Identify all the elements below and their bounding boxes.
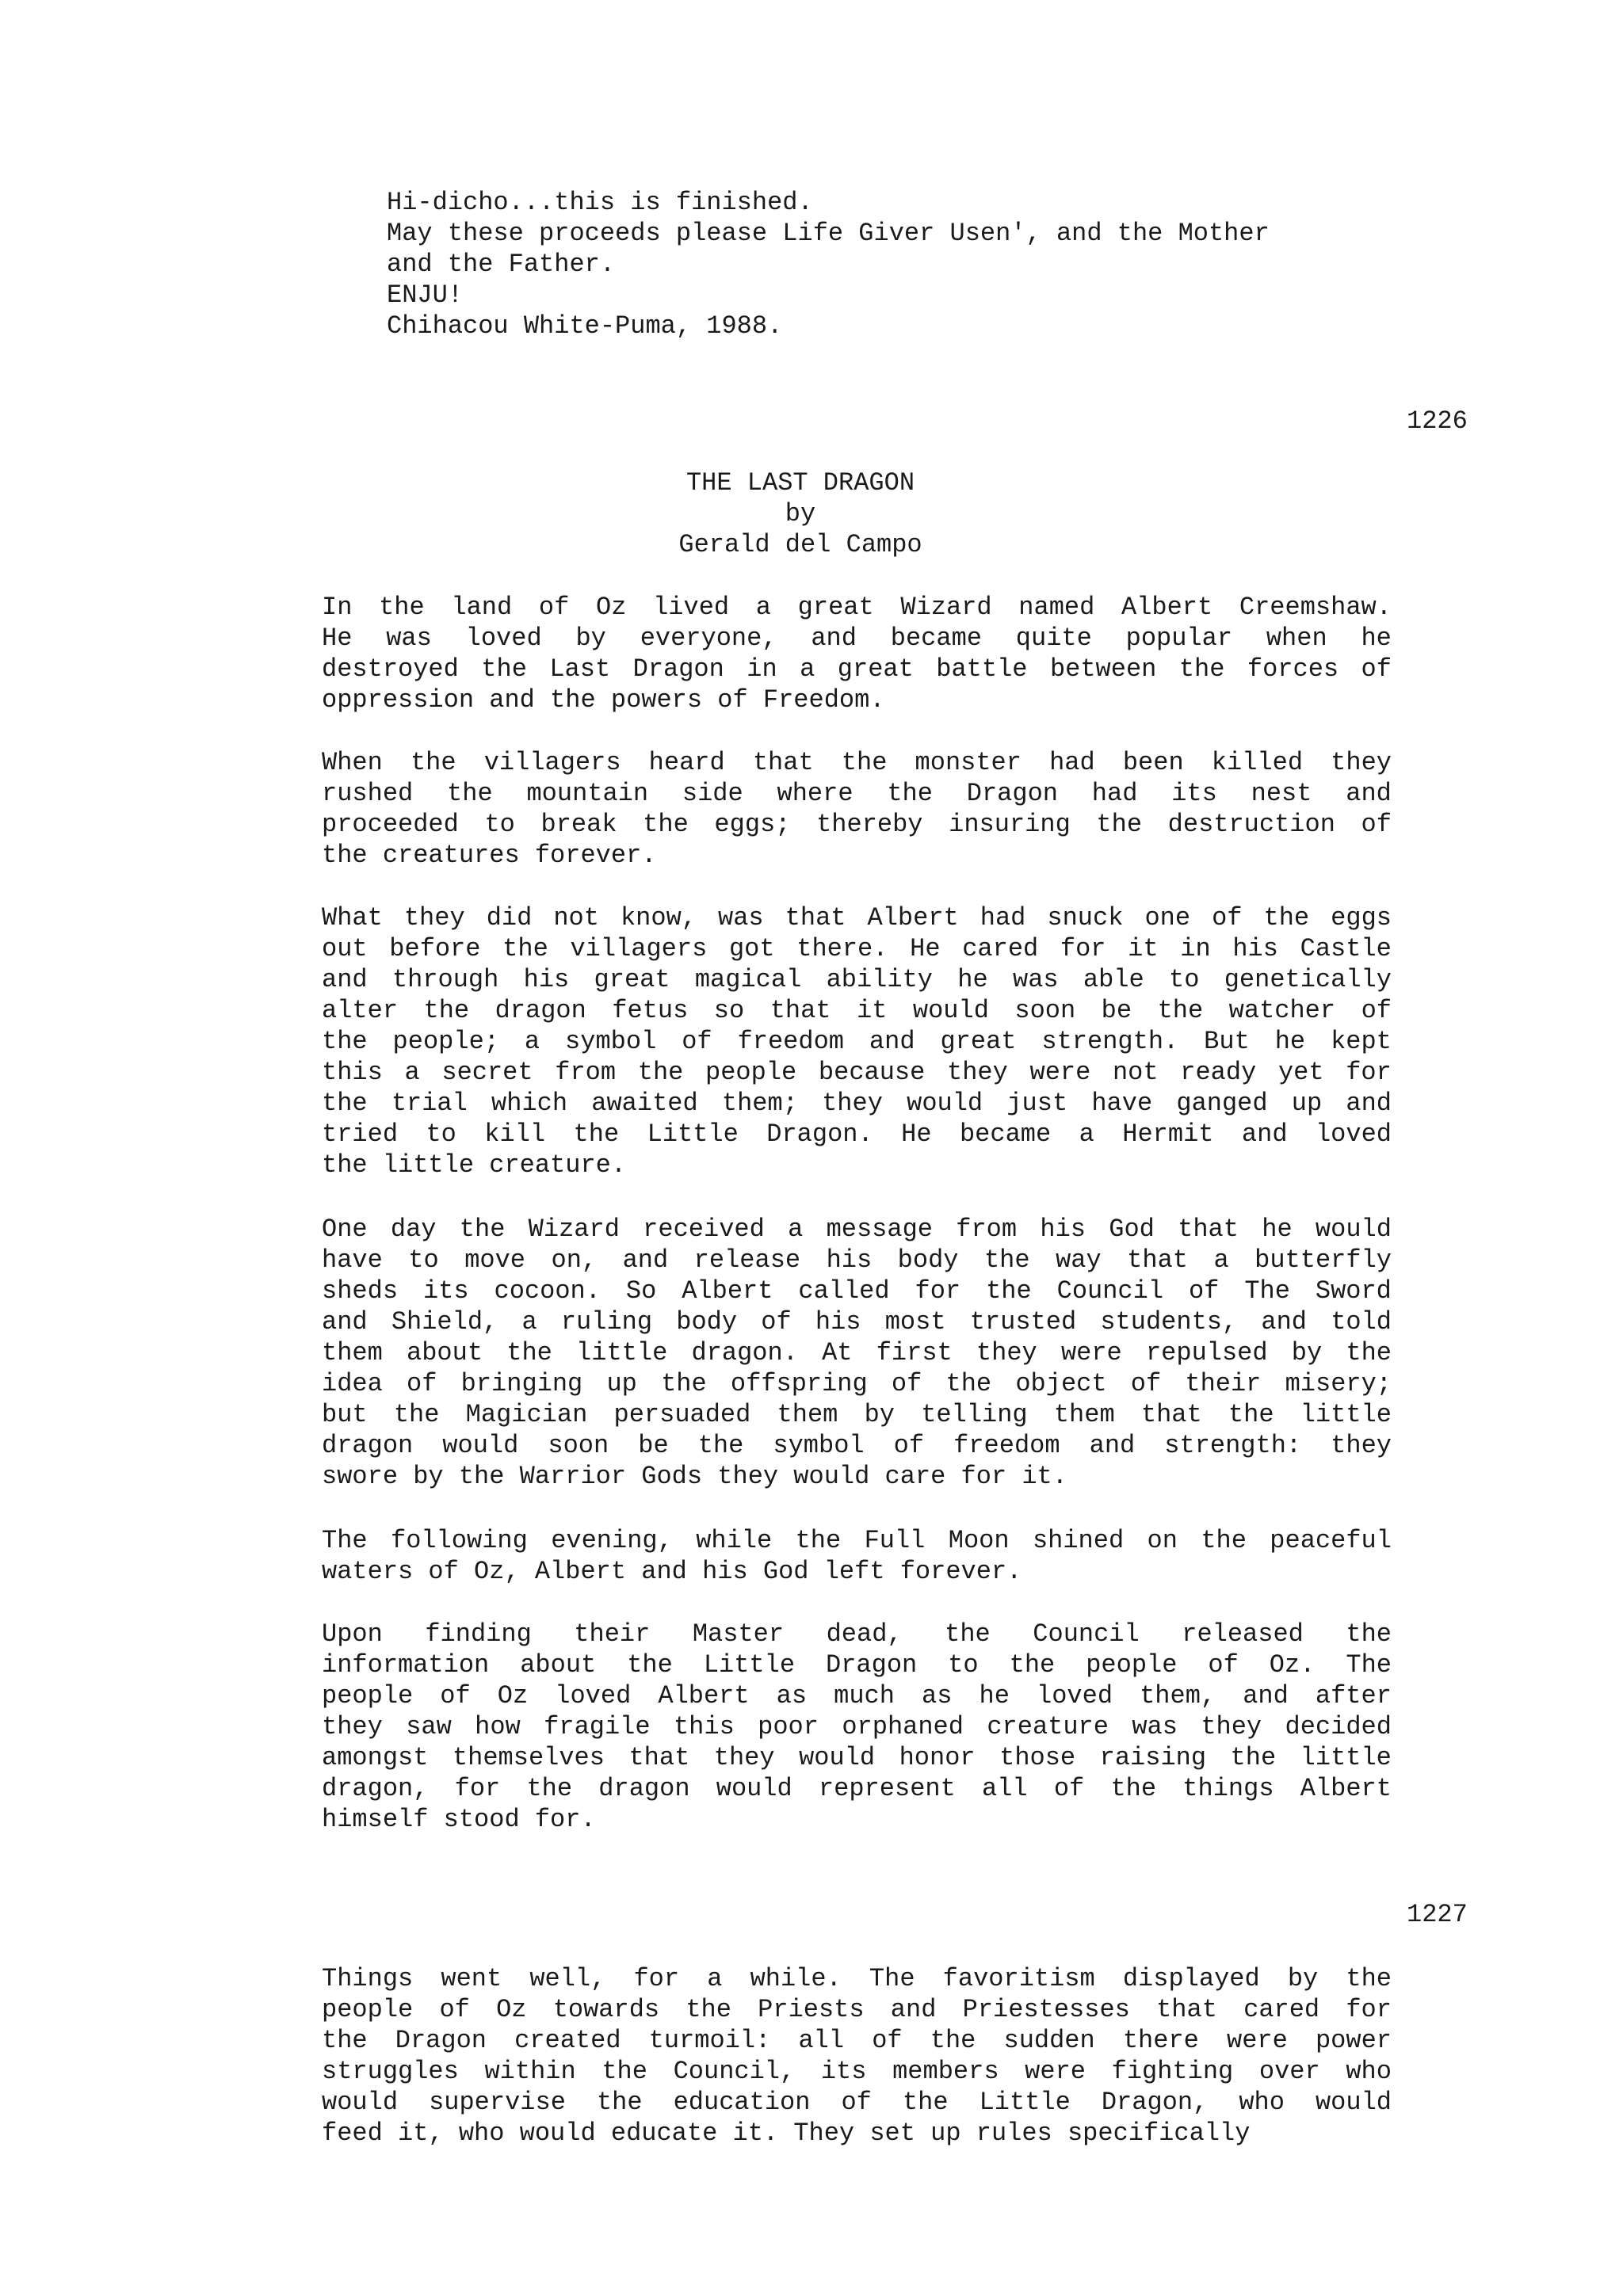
preface-line: Chihacou White-Puma, 1988.: [387, 311, 783, 341]
paragraph: [322, 1214, 1392, 1492]
paragraph-line: the people; a symbol of freedom and great strength. But he kept: [322, 1027, 1392, 1056]
paragraph-line: they saw how fragile this poor orphaned creature was they decided: [322, 1712, 1392, 1741]
paragraph-line: people of Oz loved Albert as much as he loved them, and after: [322, 1681, 1392, 1711]
paragraph-line: sheds its cocoon. So Albert called for the Council of The Sword: [322, 1276, 1392, 1306]
story-author: Gerald del Campo: [678, 530, 922, 559]
paragraph-line: dragon, for the dragon would represent all of the things Albert: [322, 1774, 1392, 1803]
preface: [387, 187, 1270, 341]
paragraph-line: waters of Oz, Albert and his God left forever.: [322, 1557, 1022, 1586]
paragraph-line: out before the villagers got there. He cared for it in his Castle: [322, 934, 1392, 963]
paragraph: [322, 747, 1392, 871]
paragraph-line: people of Oz towards the Priests and Priestesses that cared for: [322, 1995, 1392, 2024]
paragraph-line: proceeded to break the eggs; thereby insuring the destruction of: [322, 810, 1392, 839]
paragraph-line: himself stood for.: [322, 1805, 596, 1834]
paragraph-line: oppression and the powers of Freedom.: [322, 685, 885, 715]
paragraph-line: The following evening, while the Full Moon shined on the peaceful: [322, 1526, 1392, 1555]
story-by: by: [785, 499, 816, 528]
paragraph-line: He was loved by everyone, and became quite popular when he: [322, 624, 1392, 653]
paragraph-line: and through his great magical ability he was able to genetically: [322, 965, 1392, 994]
paragraph-line: What they did not know, was that Albert had snuck one of the eggs: [322, 903, 1392, 933]
preface-line: May these proceeds please Life Giver Usen', and the Mother: [387, 219, 1270, 248]
page-number: 1227: [1407, 1900, 1468, 1929]
paragraph: [322, 1963, 1392, 2149]
paragraph-line: tried to kill the Little Dragon. He became a Hermit and loved: [322, 1119, 1392, 1149]
paragraph-line: alter the dragon fetus so that it would soon be the watcher of: [322, 996, 1392, 1025]
paragraph-line: amongst themselves that they would honor those raising the little: [322, 1743, 1392, 1772]
paragraph-line: would supervise the education of the Little Dragon, who would: [322, 2088, 1392, 2117]
paragraph-line: idea of bringing up the offspring of the object of their misery;: [322, 1369, 1392, 1398]
paragraph-line: Upon finding their Master dead, the Council released the: [322, 1619, 1392, 1649]
paragraph: [322, 1525, 1392, 1587]
paragraph-line: swore by the Warrior Gods they would care for it.: [322, 1462, 1067, 1491]
paragraph-line: the Dragon created turmoil: all of the sudden there were power: [322, 2026, 1392, 2055]
paragraph-line: rushed the mountain side where the Dragon had its nest and: [322, 779, 1392, 808]
paragraph-line: When the villagers heard that the monster had been killed they: [322, 748, 1392, 777]
page-number: 1226: [1407, 406, 1468, 436]
paragraph-line: information about the Little Dragon to the people of Oz. The: [322, 1650, 1392, 1680]
paragraph-line: the creatures forever.: [322, 841, 657, 870]
paragraph-line: struggles within the Council, its members were fighting over who: [322, 2057, 1392, 2086]
paragraph-line: and Shield, a ruling body of his most trusted students, and told: [322, 1307, 1392, 1337]
paragraph-line: One day the Wizard received a message from his God that he would: [322, 1215, 1392, 1244]
paragraph-line: Things went well, for a while. The favoritism displayed by the: [322, 1964, 1392, 1993]
paragraph-line: In the land of Oz lived a great Wizard named Albert Creemshaw.: [322, 593, 1392, 622]
paragraph: [322, 902, 1392, 1180]
preface-line: ENJU!: [387, 280, 464, 310]
paragraph-line: destroyed the Last Dragon in a great battle between the forces of: [322, 654, 1392, 684]
paragraph: [322, 1619, 1392, 1835]
paragraph-line: but the Magician persuaded them by telling them that the little: [322, 1400, 1392, 1429]
paragraph-line: this a secret from the people because they were not ready yet for: [322, 1058, 1392, 1087]
paragraph-line: have to move on, and release his body the way that a butterfly: [322, 1245, 1392, 1275]
paragraph-line: the trial which awaited them; they would just have ganged up and: [322, 1089, 1392, 1118]
preface-line: and the Father.: [387, 250, 616, 279]
paragraph-line: the little creature.: [322, 1150, 627, 1180]
paragraph-line: feed it, who would educate it. They set up rules specifically: [322, 2119, 1251, 2148]
preface-line: Hi-dicho...this is finished.: [387, 188, 813, 217]
paragraph-line: them about the little dragon. At first they were repulsed by the: [322, 1338, 1392, 1367]
story-title: THE LAST DRAGON: [685, 468, 915, 498]
paragraph: [322, 592, 1392, 715]
story-heading: [317, 467, 1284, 560]
paragraph-line: dragon would soon be the symbol of freedom and strength: they: [322, 1431, 1392, 1460]
